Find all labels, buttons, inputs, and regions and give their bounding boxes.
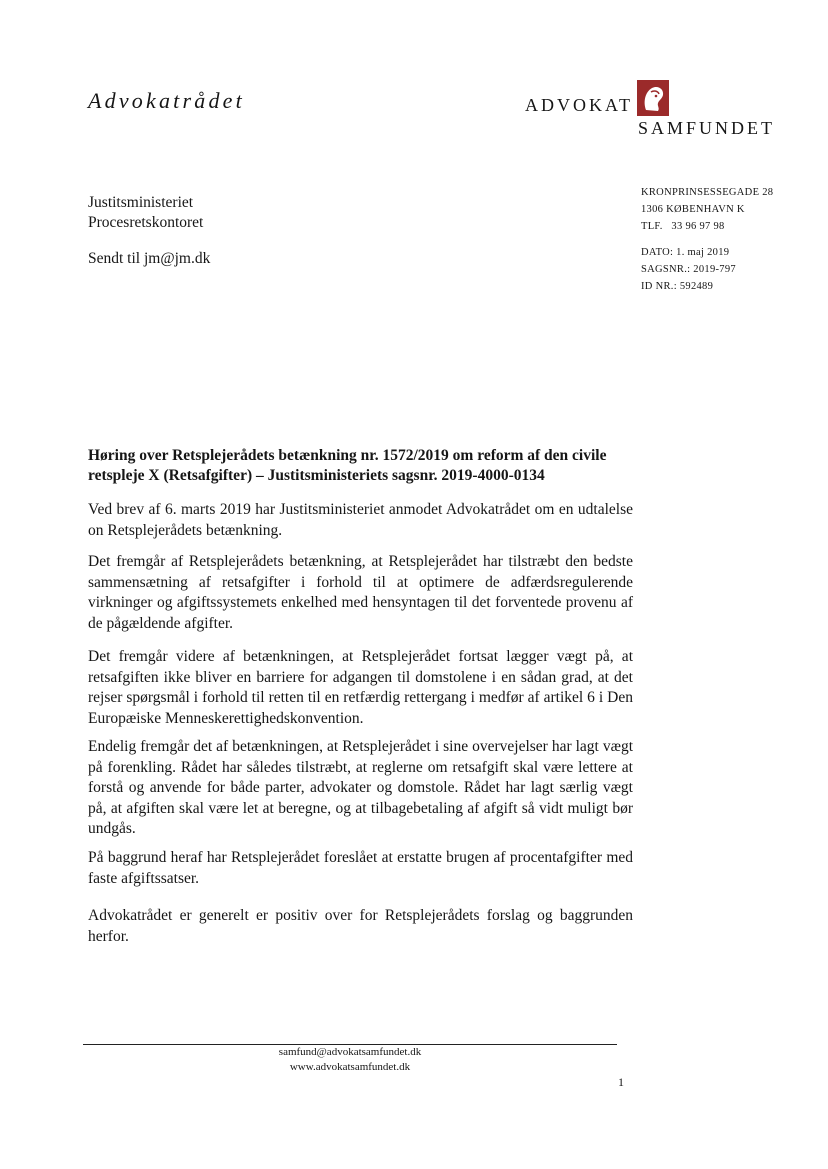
address-phone: TLF. 33 96 97 98 — [641, 221, 725, 232]
logo-text-advokat: ADVOKAT — [525, 95, 633, 115]
letter-meta — [641, 244, 736, 295]
body-paragraph-1: Ved brev af 6. marts 2019 har Justitsministeriet anmodet Advokatrådet om en udtalelse on Retsplejerådets betænkning. — [88, 501, 633, 539]
advokatsamfundet-logo-icon — [637, 80, 669, 116]
address-city: 1306 KØBENHAVN K — [641, 204, 745, 215]
meta-date: DATO: 1. maj 2019 — [641, 247, 730, 258]
logo-text-samfundet: SAMFUNDET — [638, 118, 776, 138]
recipient-line-1: Justitsministeriet — [88, 194, 194, 211]
body-paragraph-3: Det fremgår videre af betænkningen, at Retsplejerådet fortsat lægger vægt på, at retsafgiften ikke bliver en barriere for adgangen til domstolene i en sådan grad, at det rejser spørgsmål i forhold til retten til en retfærdig rettergang i medfør af artikel 6 i Den Europæiske Menneskerettighedskonvention. — [88, 648, 633, 727]
address-street: KRONPRINSESSEGADE 28 — [641, 187, 774, 198]
footer-divider — [83, 1044, 617, 1045]
recipient-line-2: Procesretskontoret — [88, 214, 204, 231]
sender-address — [641, 184, 773, 235]
subject-heading: Høring over Retsplejerådets betænkning nr. 1572/2019 om reform af den civile retspleje X (Retsafgifter) – Justitsministeriets sagsnr. 2019-4000-0134 — [88, 447, 607, 484]
letterhead-title: Advokatrådet — [88, 88, 245, 113]
page-number: 1 — [618, 1075, 624, 1089]
recipient-block — [88, 193, 203, 233]
meta-id-number: ID NR.: 592489 — [641, 281, 714, 292]
body-paragraph-4: Endelig fremgår det af betænkningen, at Retsplejerådet i sine overvejelser har lagt vægt på forenkling. Rådet har således tilstræbt, at reglerne om retsafgift skal være lettere at forstå og anvende for både parter, advokater og domstole. Rådet har lagt særlig vægt på, at afgiften skal være let at beregne, og at tilbagebetaling af afgift så vidt muligt bør undgås. — [88, 738, 633, 837]
footer-website: www.advokatsamfundet.dk — [289, 1061, 411, 1073]
sent-to-line: Sendt til jm@jm.dk — [88, 250, 211, 267]
meta-case-number: SAGSNR.: 2019-797 — [641, 264, 736, 275]
body-paragraph-5: På baggrund heraf har Retsplejerådet foreslået at erstatte brugen af procentafgifter med faste afgiftssatser. — [88, 849, 633, 887]
footer-email: samfund@advokatsamfundet.dk — [278, 1046, 422, 1058]
body-paragraph-2: Det fremgår af Retsplejerådets betænkning, at Retsplejerådet har tilstræbt den bedste sammensætning af retsafgifter i forhold til at optimere de adfærdsregulerende virkninger og afgiftssystemets enkelhed med hensyntagen til det forventede provenu af de pågældende afgifter. — [88, 553, 633, 632]
body-paragraph-6: Advokatrådet er generelt er positiv over for Retsplejerådets forslag og baggrunden herfor. — [88, 907, 633, 945]
